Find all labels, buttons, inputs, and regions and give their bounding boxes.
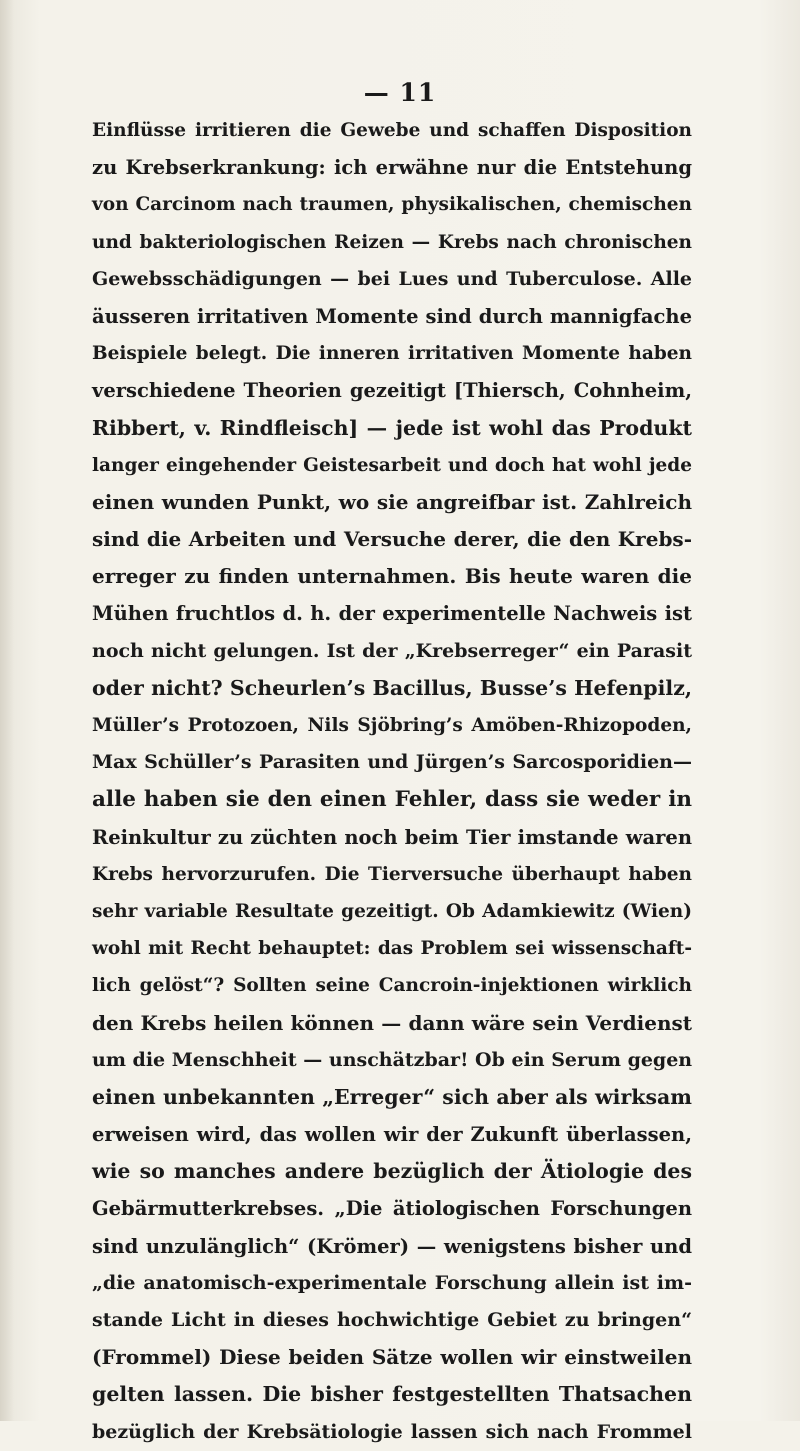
text-line: Mühen fruchtlos d. h. der experimentelle Nachweis ist <box>92 602 692 626</box>
text-line: alle haben sie den einen Fehler, dass sie weder in <box>92 787 692 813</box>
text-line: und bakteriologischen Reizen — Krebs nach chronischen <box>92 231 692 253</box>
text-line: wie so manches andere bezüglich der Ätiologie des <box>92 1159 692 1184</box>
page-number: — 11 <box>363 78 437 107</box>
text-line: von Carcinom nach traumen, physikalischen, chemischen <box>92 194 692 216</box>
text-line: wohl mit Recht behauptet: das Problem sei wissenschaft- <box>92 938 692 960</box>
text-line: erreger zu finden unternahmen. Bis heute waren die <box>92 564 692 589</box>
text-line: Müller’s Protozoen, Nils Sjöbring’s Amöben-Rhizopoden, <box>92 715 692 736</box>
text-line: sind die Arbeiten und Versuche derer, die den Krebs- <box>92 527 692 552</box>
text-line: gelten lassen. Die bisher festgestellten Thatsachen <box>92 1382 692 1407</box>
text-line: einen wunden Punkt, wo sie angreifbar ist. Zahlreich <box>92 489 692 514</box>
text-line: langer eingehender Geistesarbeit und doch hat wohl jede <box>92 454 692 476</box>
text-line: (Frommel) Diese beiden Sätze wollen wir einstweilen <box>92 1345 692 1370</box>
text-line: Einflüsse irritieren die Gewebe und schaffen Disposition <box>92 120 692 141</box>
text-line: lich gelöst“? Sollten seine Cancroin-injektionen wirklich <box>92 975 692 997</box>
text-line: Krebs hervorzurufen. Die Tierversuche überhaupt haben <box>92 863 692 885</box>
text-line: um die Menschheit — unschätzbar! Ob ein Serum gegen <box>92 1048 693 1071</box>
text-line: zu Krebserkrankung: ich erwähne nur die Entstehung <box>92 156 692 180</box>
text-line: einen unbekannten „Erreger“ sich aber als wirksam <box>92 1084 692 1109</box>
page-binding-shadow <box>0 0 14 1421</box>
text-line: bezüglich der Krebsätiologie lassen sich nach Frommel <box>92 1420 692 1443</box>
text-line: sehr variable Resultate gezeitigt. Ob Adamkiewitz (Wien) <box>92 900 692 922</box>
text-line: sind unzulänglich“ (Krömer) — wenigstens bisher und <box>92 1234 692 1258</box>
body-text <box>92 112 692 1451</box>
text-line: äusseren irritativen Momente sind durch mannigfache <box>92 304 692 328</box>
text-line: verschiedene Theorien gezeitigt [Thiersch, Cohnheim, <box>92 379 692 403</box>
text-line: stande Licht in dieses hochwichtige Gebiet zu bringen“ <box>92 1309 692 1331</box>
text-line: „die anatomisch-experimentale Forschung allein ist im- <box>92 1271 692 1294</box>
text-line: oder nicht? Scheurlen’s Bacillus, Busse’s Hefenpilz, <box>92 675 692 700</box>
text-line: Reinkultur zu züchten noch beim Tier imstande waren <box>92 825 692 849</box>
text-line: Gewebsschädigungen — bei Lues und Tuberculose. Alle <box>92 267 692 290</box>
text-line: erweisen wird, das wollen wir der Zukunft überlassen, <box>92 1123 692 1147</box>
text-line: Beispiele belegt. Die inneren irritativen Momente haben <box>92 343 692 365</box>
text-line: Max Schüller’s Parasiten und Jürgen’s Sarcosporidien— <box>92 751 692 774</box>
text-line: Gebärmutterkrebses. „Die ätiologischen Forschungen <box>92 1197 692 1221</box>
text-line: Ribbert, v. Rindfleisch] — jede ist wohl das Produkt <box>92 415 692 440</box>
text-line: noch nicht gelungen. Ist der „Krebserreger“ ein Parasit <box>92 639 692 662</box>
text-line: den Krebs heilen können — dann wäre sein Verdienst <box>92 1010 692 1035</box>
